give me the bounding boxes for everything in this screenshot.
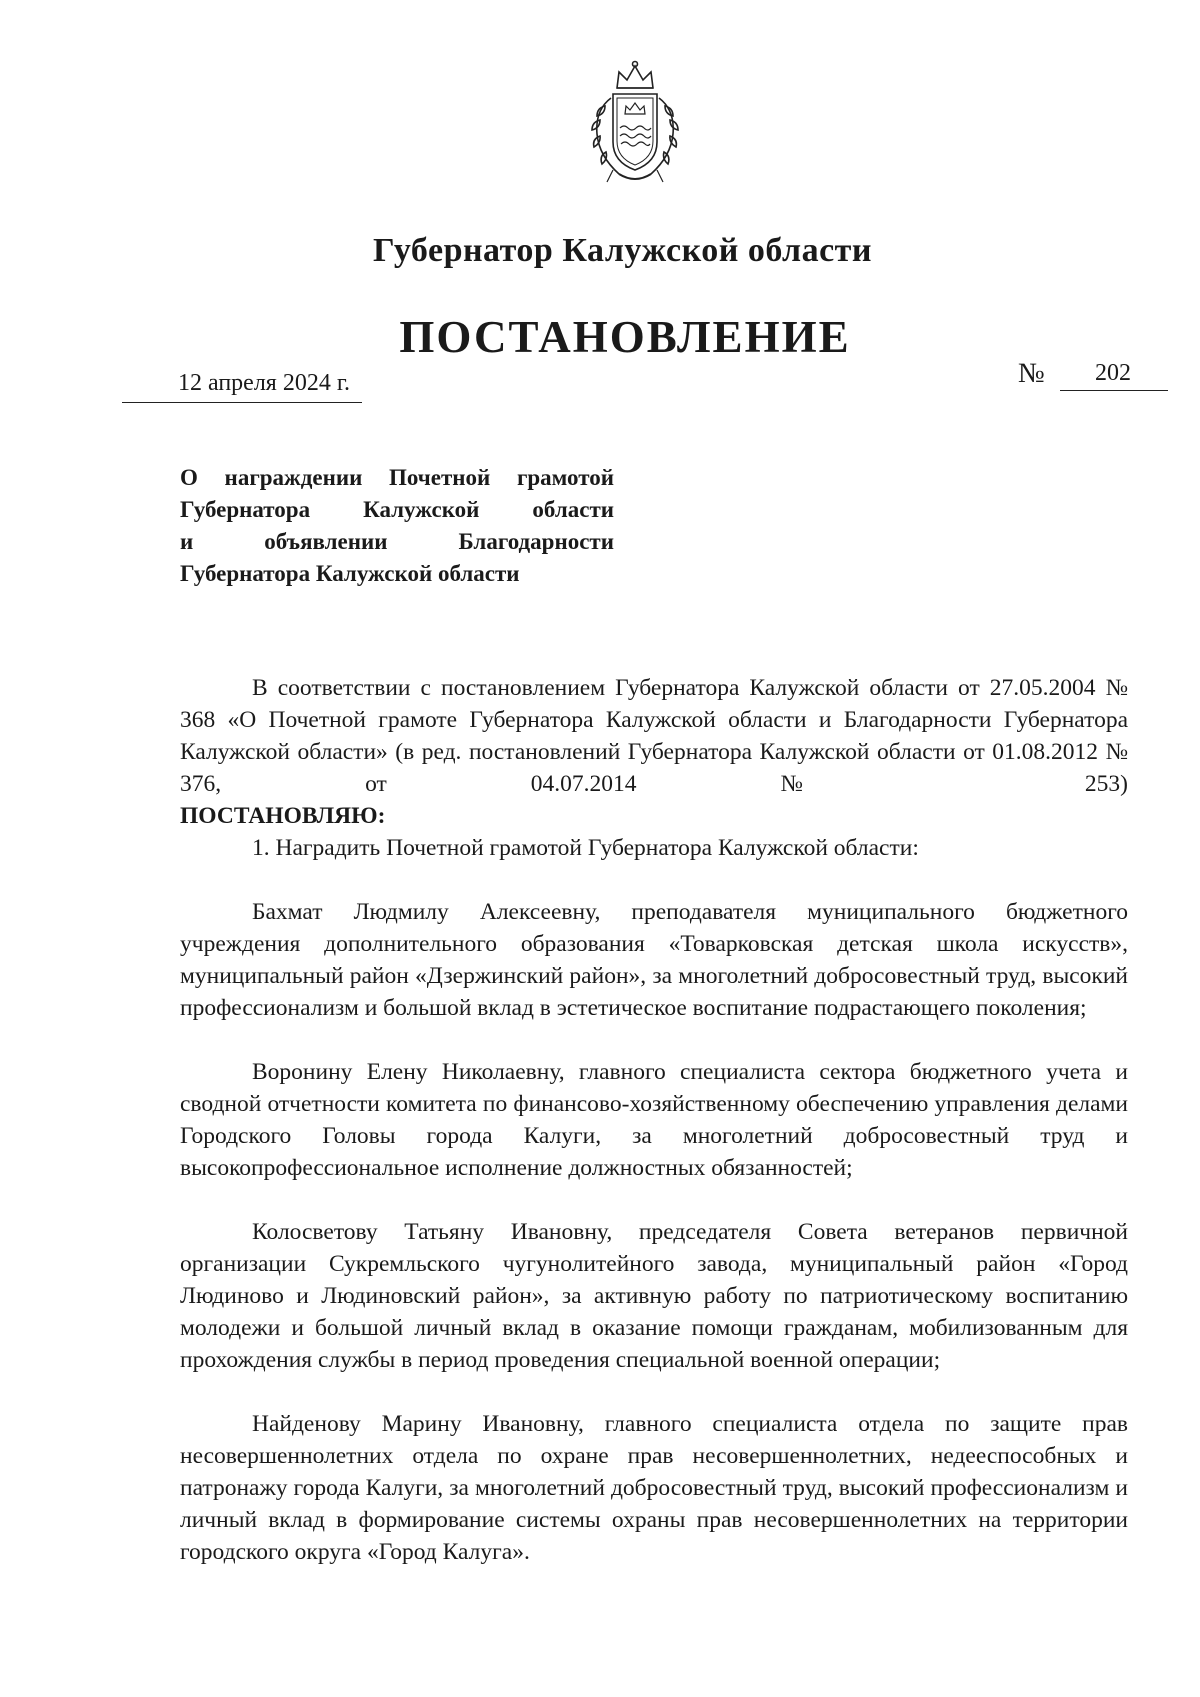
issuing-authority: Губернатор Калужской области	[373, 232, 872, 269]
number-label: №	[1018, 358, 1045, 389]
awardee-paragraph: Найденову Марину Ивановну, главного специалиста отдела по защите прав несовершеннолетних отдела по охране прав несовершеннолетних, недееспособных и патронажу города Калуги, за многолетний добросовестный труд, высокий профессионализм и личный вклад в формирование системы охраны прав несовершеннолетних на территории городского округа «Город Калуга».	[180, 1411, 1128, 1565]
subject-line: Губернатора Калужской области	[180, 497, 614, 522]
date-field	[122, 366, 362, 403]
subject-line: О награждении Почетной грамотой	[180, 465, 614, 490]
document-subject	[180, 462, 614, 590]
awardee-paragraph: Воронину Елену Николаевну, главного специалиста сектора бюджетного учета и сводной отчетности комитета по финансово-хозяйственному обеспечению управления делами Городского Головы города Калуги, за многолетний добросовестный труд и высокопрофессиональное исполнение должностных обязанностей;	[180, 1059, 1128, 1181]
document-body	[180, 672, 1128, 1568]
subject-line: Губернатора Калужской области	[180, 561, 520, 586]
awardee-paragraph: Бахмат Людмилу Алексеевну, преподавателя муниципального бюджетного учреждения дополнительного образования «Товарковская детская школа искусств», муниципальный район «Дзержинский район», за многолетний добросовестный труд, высокий профессионализм и большой вклад в эстетическое воспитание подрастающего поколения;	[180, 899, 1128, 1021]
number-field	[1060, 360, 1168, 391]
subject-line: и объявлении Благодарности	[180, 529, 614, 554]
item-1-paragraph: 1. Наградить Почетной грамотой Губернатора Калужской области:	[252, 835, 919, 861]
document-type-title: ПОСТАНОВЛЕНИЕ	[399, 312, 851, 362]
awardee-paragraph: Колосветову Татьяну Ивановну, председателя Совета ветеранов первичной организации Сукремльского чугунолитейного завода, муниципальный район «Город Людиново и Людиновский район», за активную работу по патриотическому воспитанию молодежи и большой личный вклад в оказание помощи гражданам, мобилизованным для прохождения службы в период проведения специальной военной операции;	[180, 1219, 1128, 1373]
coat-of-arms-icon	[583, 58, 687, 186]
decree-word: ПОСТАНОВЛЯЮ:	[180, 803, 386, 829]
document-date: 12 апреля 2024 г.	[178, 370, 350, 396]
document-number: 202	[1095, 360, 1131, 386]
preamble-paragraph: В соответствии с постановлением Губернатора Калужской области от 27.05.2004 № 368 «О Почетной грамоте Губернатора Калужской области и Благодарности Губернатора Калужской области» (в ред. постановлений Губернатора Калужской области от 01.08.2012 № 376, от 04.07.2014 № 253)	[180, 675, 1128, 797]
